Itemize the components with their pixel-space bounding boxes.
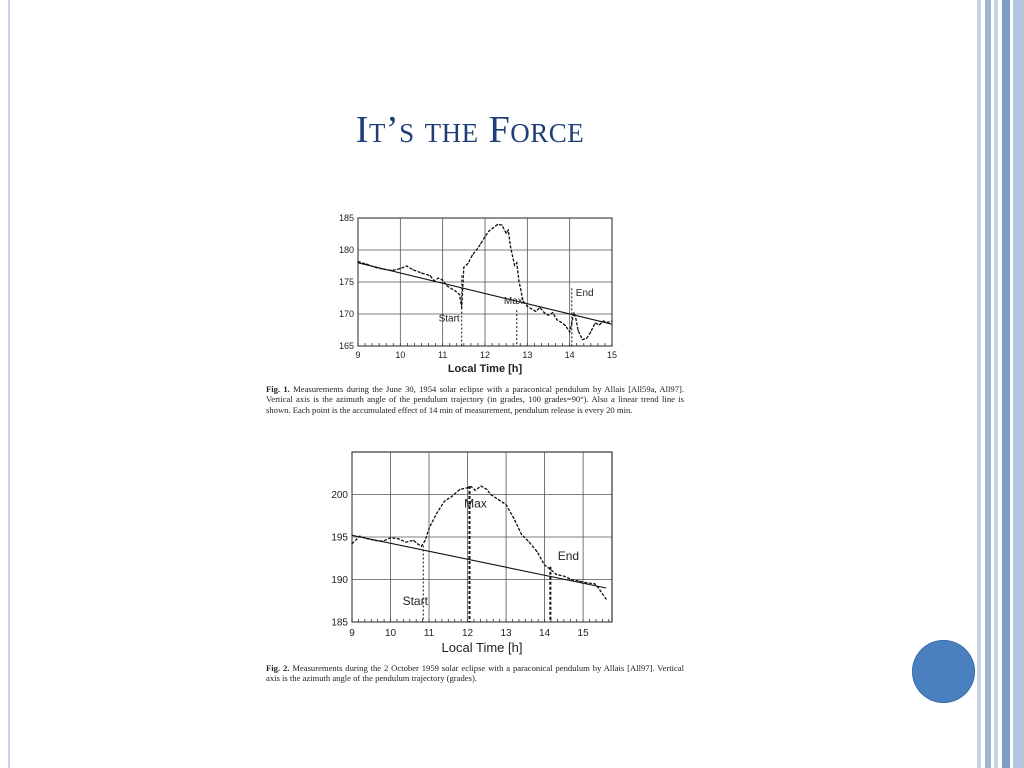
y-tick-label: 190 [331, 575, 348, 586]
data-point [544, 312, 545, 313]
data-point [578, 330, 579, 331]
data-point [467, 263, 468, 264]
x-tick-label: 11 [437, 350, 448, 360]
right-border-stripe-1 [977, 0, 981, 768]
data-point [510, 246, 511, 247]
event-label: End [557, 548, 580, 563]
data-point [590, 331, 591, 332]
data-point [536, 551, 537, 552]
data-point [412, 269, 413, 270]
data-point [565, 325, 566, 326]
x-tick-label: 12 [479, 350, 491, 360]
right-border-stripe-2 [985, 0, 991, 768]
figure-1-caption [266, 384, 684, 415]
right-border-stripe-5 [1013, 0, 1024, 768]
data-point [490, 494, 491, 495]
data-point [521, 534, 522, 535]
data-point [484, 236, 485, 237]
y-tick-label: 200 [331, 490, 348, 501]
figure-2-caption [266, 663, 684, 684]
figure-1-caption-label: Fig. 1. [266, 384, 290, 394]
figure-1-caption-text: Measurements during the June 30, 1954 solar eclipse with a paraconical pendulum by Allais [All59a, All97]. Vertical axis is the azimuth angle of the pendulum trajectory (in grades, 100 grades=90°). Also a linear trend line is shown. Each point is the accumulated effect of 14 min of measurement, pendulum release is every 20 min. [266, 384, 684, 415]
data-point [428, 528, 429, 529]
data-point [501, 224, 502, 225]
data-point [405, 542, 406, 543]
data-point [480, 485, 481, 486]
data-point [493, 227, 494, 228]
data-point [497, 224, 498, 225]
data-point [486, 489, 487, 490]
data-point [527, 306, 528, 307]
data-point [442, 279, 443, 280]
data-point [357, 261, 358, 262]
data-point [421, 546, 422, 547]
data-point [513, 518, 514, 519]
data-point [429, 275, 430, 276]
x-tick-label: 12 [461, 628, 474, 639]
x-tick-label: 13 [522, 350, 533, 360]
data-point [571, 579, 572, 580]
data-point [446, 285, 447, 286]
data-point [459, 294, 460, 295]
data-point [436, 513, 437, 514]
x-tick-label: 10 [395, 350, 406, 360]
figure-2-caption-text: Measurements during the 2 October 1959 solar eclipse with a paraconical pendulum by Allais [All97]. Vertical axis is the azimuth angle of the pendulum trajectory (grades). [266, 663, 684, 684]
data-point [556, 574, 557, 575]
figure-2-caption-label: Fig. 2. [266, 663, 290, 673]
data-point [459, 489, 460, 490]
data-point [514, 265, 515, 266]
data-point [476, 249, 477, 250]
data-point [548, 315, 549, 316]
x-axis-label: Local Time [h] [441, 640, 523, 655]
data-point [489, 230, 490, 231]
data-point [531, 308, 532, 309]
data-point [586, 582, 587, 583]
data-point [561, 322, 562, 323]
data-point [552, 312, 553, 313]
x-tick-label: 9 [355, 350, 361, 360]
data-point [425, 540, 426, 541]
y-tick-label: 195 [331, 532, 348, 544]
data-point [480, 243, 481, 244]
data-point [471, 486, 472, 487]
figure-1-chart [330, 206, 626, 378]
data-point [413, 540, 414, 541]
x-axis-label: Local Time [h] [447, 363, 523, 375]
y-tick-label: 185 [331, 617, 348, 629]
y-tick-label: 185 [338, 213, 354, 224]
x-tick-label: 14 [539, 628, 551, 639]
data-point [535, 311, 536, 312]
figure-2-chart [320, 448, 626, 660]
event-label: Max. [503, 295, 526, 307]
data-point [400, 268, 401, 269]
data-point [602, 593, 603, 594]
x-tick-label: 10 [384, 628, 397, 639]
data-point [606, 598, 607, 599]
data-point [438, 278, 439, 279]
data-point [575, 319, 576, 320]
data-point [518, 280, 519, 281]
data-point [417, 543, 418, 544]
data-point [406, 265, 407, 266]
data-point [472, 255, 473, 256]
data-point [582, 339, 583, 340]
data-point [594, 583, 595, 584]
data-point [390, 537, 391, 538]
data-point [505, 504, 506, 505]
x-tick-label: 15 [577, 628, 589, 639]
data-point [563, 576, 564, 577]
y-tick-label: 165 [338, 341, 354, 352]
data-point [516, 262, 517, 263]
y-tick-label: 175 [338, 277, 354, 288]
data-point [598, 587, 599, 588]
accent-circle [912, 640, 975, 703]
data-point [569, 331, 570, 332]
data-point [529, 542, 530, 543]
data-point [351, 543, 352, 544]
slide-title: It’s the Force [355, 109, 585, 151]
data-point [398, 538, 399, 539]
data-point [544, 564, 545, 565]
right-border-stripe-3 [994, 0, 998, 768]
event-label: End [575, 288, 594, 300]
data-point [556, 319, 557, 320]
data-point [498, 499, 499, 500]
data-point [573, 312, 574, 313]
data-point [467, 487, 468, 488]
data-point [451, 288, 452, 289]
event-label: Max [464, 496, 487, 511]
event-label: Start [438, 313, 460, 325]
data-point [611, 320, 612, 321]
data-point [508, 230, 509, 231]
event-label: Start [402, 594, 428, 608]
data-point [506, 233, 507, 234]
x-tick-label: 13 [500, 628, 512, 639]
x-tick-label: 11 [423, 628, 435, 639]
y-tick-label: 170 [338, 309, 354, 320]
data-point [594, 322, 595, 323]
data-point [475, 490, 476, 491]
data-point [586, 338, 587, 339]
x-tick-label: 14 [564, 350, 575, 360]
right-border-stripe-4 [1002, 0, 1010, 768]
data-point [463, 267, 464, 268]
x-tick-label: 9 [349, 628, 355, 639]
data-point [599, 324, 600, 325]
x-tick-label: 15 [606, 350, 618, 360]
data-point [455, 290, 456, 291]
data-point [579, 581, 580, 582]
data-point [452, 496, 453, 497]
data-point [571, 322, 572, 323]
data-point [421, 272, 422, 273]
data-point [444, 501, 445, 502]
data-point [603, 320, 604, 321]
y-tick-label: 180 [338, 245, 354, 256]
